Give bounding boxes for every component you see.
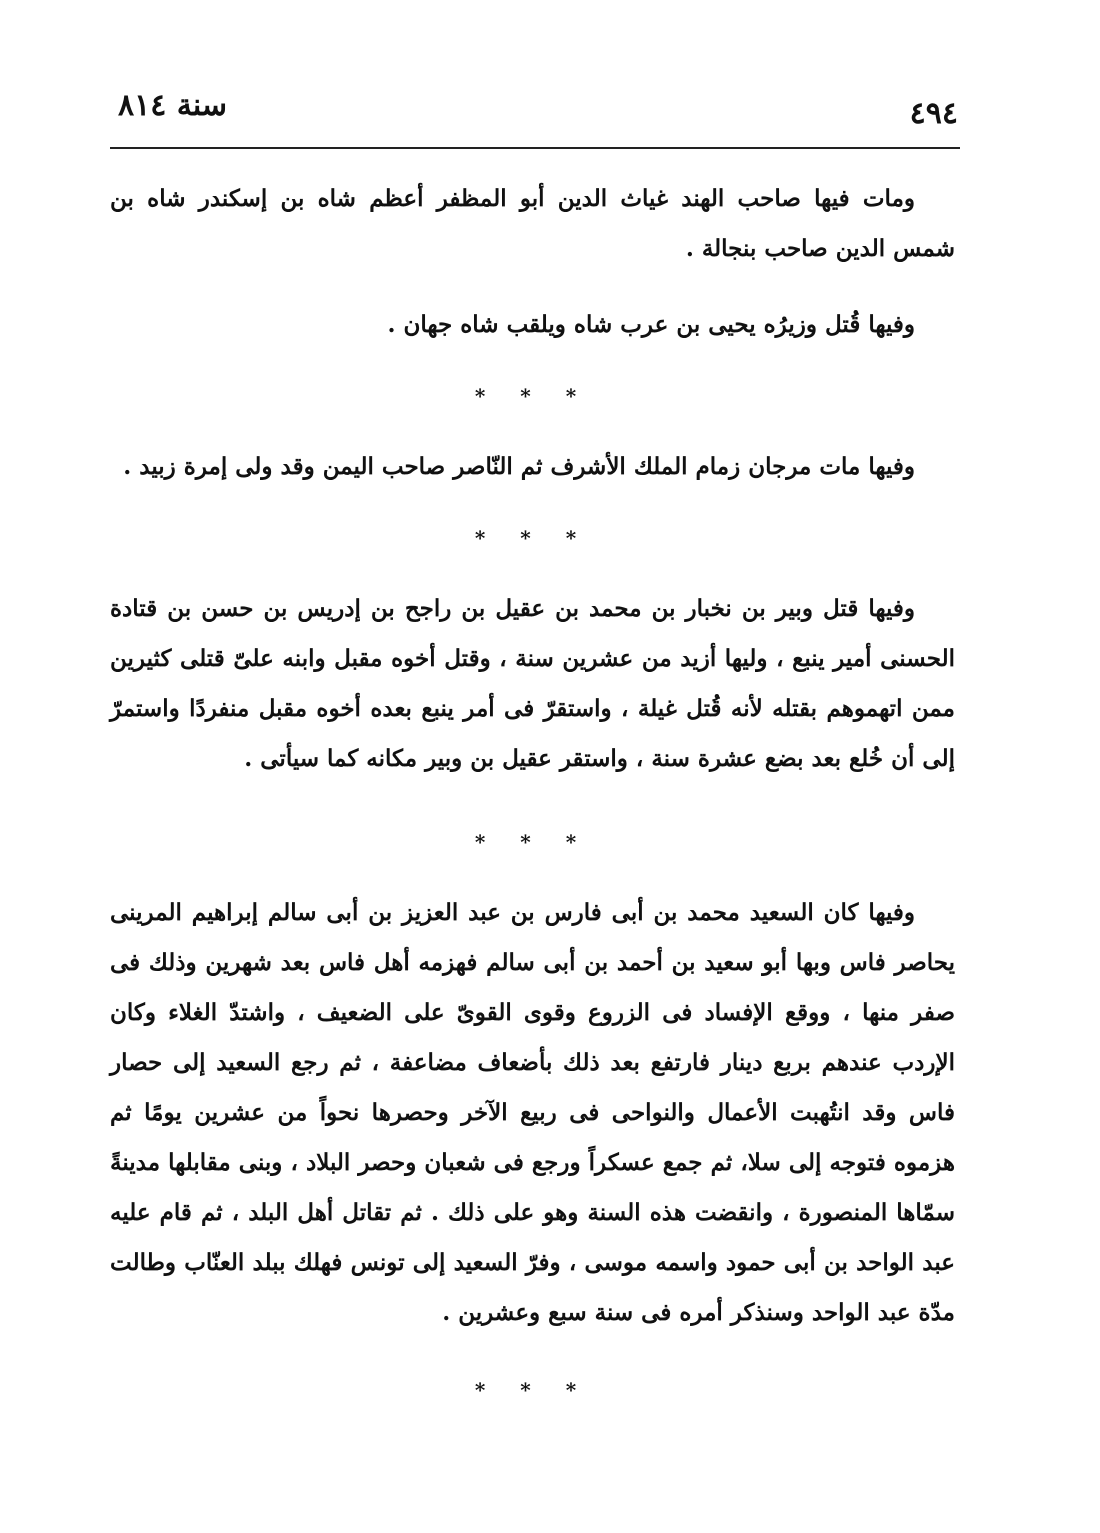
- paragraph-1-text: ومات فيها صاحب الهند غياث الدين أبو المظفر أعظم شاه بن إسكندر شاه بن شمس الدين صاحب بنجالة .: [110, 185, 955, 262]
- section-separator: * * *: [474, 384, 591, 408]
- paragraph-5: [110, 888, 955, 1338]
- paragraph-4: [110, 584, 955, 784]
- section-separator: * * *: [474, 830, 591, 854]
- running-head: [108, 82, 958, 130]
- year-label: سنة ٨١٤: [118, 88, 228, 123]
- paragraph-1: [110, 174, 955, 274]
- header-rule: [110, 147, 960, 149]
- section-separator: * * *: [474, 526, 591, 550]
- paragraph-4-text: وفيها قتل وبير بن نخبار بن محمد بن عقيل بن راجح بن إدريس بن حسن بن قتادة الحسنى أمير ينبع ، وليها أزيد من عشرين سنة ، وقتل أخوه مقبل وابنه علىّ قتلى كثيرين ممن اتهموهم بقتله لأنه قُتل غيلة ، واستقرّ فى أمر ينبع بعده أخوه مقبل منفردًا واستمرّ إلى أن خُلع بعد بضع عشرة سنة ، واستقر عقيل بن وبير مكانه كما سيأتى .: [110, 595, 955, 772]
- paragraph-2-text: وفيها قُتل وزيرُه يحيى بن عرب شاه ويلقب شاه جهان .: [387, 311, 915, 338]
- paragraph-3: [110, 442, 955, 492]
- section-separator: * * *: [474, 1378, 591, 1402]
- paragraph-2: [110, 300, 955, 350]
- page-number: ٤٩٤: [909, 96, 958, 131]
- paragraph-5-text: وفيها كان السعيد محمد بن أبى فارس بن عبد العزيز بن أبى سالم إبراهيم المرينى يحاصر فاس وبها أبو سعيد بن أحمد بن أبى سالم فهزمه أهل فاس بعد شهرين وذلك فى صفر منها ، ووقع الإفساد فى الزروع وقوى القوىّ على الضعيف ، واشتدّ الغلاء وكان الإردب عندهم بربع دينار فارتفع بعد ذلك بأضعاف مضاعفة ، ثم رجع السعيد إلى حصار فاس وقد انتُهبت الأعمال والنواحى فى ربيع الآخر وحصرها نحواً من عشرين يومًا ثم هزموه فتوجه إلى سلا، ثم جمع عسكراً ورجع فى شعبان وحصر البلاد ، وبنى مقابلها مدينةً سمّاها المنصورة ، وانقضت هذه السنة وهو على ذلك . ثم تقاتل أهل البلد ، ثم قام عليه عبد الواحد بن أبى حمود واسمه موسى ، وفرّ السعيد إلى تونس فهلك ببلد العنّاب وطالت مدّة عبد الواحد وسنذكر أمره فى سنة سبع وعشرين .: [110, 899, 955, 1326]
- paragraph-3-text: وفيها مات مرجان زمام الملك الأشرف ثم النّاصر صاحب اليمن وقد ولى إمرة زبيد .: [123, 453, 915, 480]
